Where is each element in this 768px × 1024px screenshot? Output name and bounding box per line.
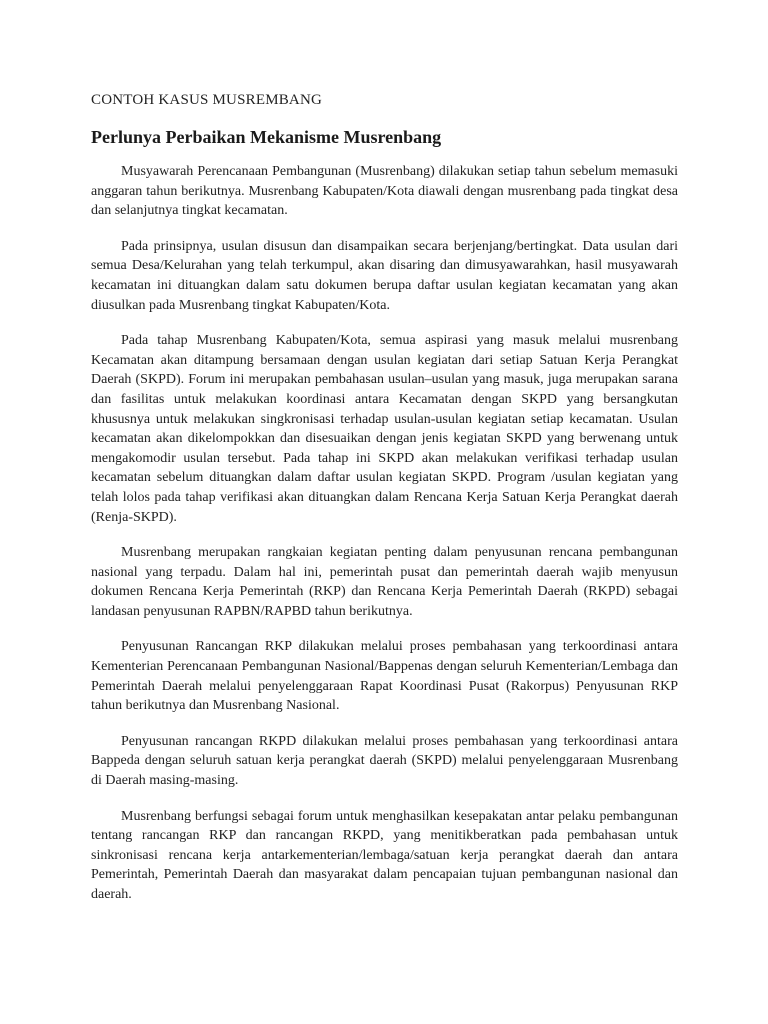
paragraph: Pada tahap Musrenbang Kabupaten/Kota, semua aspirasi yang masuk melalui musrenbang Kecamatan akan ditampung bersamaan dengan usulan kegiatan dari setiap Satuan Kerja Perangkat Daerah (SKPD). Forum ini merupakan pembahasan usulan–usulan yang masuk, juga merupakan sarana dan fasilitas untuk melakukan koordinasi antara Kecamatan dengan SKPD yang bersangkutan khususnya untuk melakukan singkronisasi terhadap usulan-usulan kegiatan setiap kecamatan. Usulan kecamatan akan dikelompokkan dan disesuaikan dengan jenis kegiatan SKPD yang berwenang untuk mengakomodir usulan tersebut. Pada tahap ini SKPD akan melakukan verifikasi terhadap usulan kecamatan sebelum dituangkan dalam daftar usulan kegiatan SKPD. Program /usulan kegiatan yang telah lolos pada tahap verifikasi akan dituangkan dalam Rencana Kerja Satuan Kerja Perangkat daerah (Renja-SKPD). [91,333,678,525]
paragraph: Penyusunan rancangan RKPD dilakukan melalui proses pembahasan yang terkoordinasi antara Bappeda dengan seluruh satuan kerja perangkat daerah (SKPD) melalui penyelenggaraan Musrenbang di Daerah masing-masing. [91,733,678,789]
document-body [91,162,678,921]
paragraph: Musrenbang merupakan rangkaian kegiatan penting dalam penyusunan rencana pembangunan nasional yang terpadu. Dalam hal ini, pemerintah pusat dan pemerintah daerah wajib menyusun dokumen Rencana Kerja Pemerintah (RKP) dan Rencana Kerja Pemerintah Daerah (RKPD) sebagai landasan penyusunan RAPBN/RAPBD tahun berikutnya. [91,545,678,619]
paragraph: Musyawarah Perencanaan Pembangunan (Musrenbang) dilakukan setiap tahun sebelum memasuki anggaran tahun berikutnya. Musrenbang Kabupaten/Kota diawali dengan musrenbang pada tingkat desa dan selanjutnya tingkat kecamatan. [91,164,678,219]
document-label: CONTOH KASUS MUSREMBANG [91,92,323,108]
paragraph: Pada prinsipnya, usulan disusun dan disampaikan secara berjenjang/bertingkat. Data usulan dari semua Desa/Kelurahan yang telah terkumpul, akan disaring dan dimusyawarahkan, hasil musyawarah kecamatan ini dituangkan dalam satu dokumen berupa daftar usulan kegiatan kecamatan yang akan diusulkan pada Musrenbang tingkat Kabupaten/Kota. [91,238,678,313]
paragraph: Musrenbang berfungsi sebagai forum untuk menghasilkan kesepakatan antar pelaku pembangunan tentang rancangan RKP dan rancangan RKPD, yang menitikberatkan pada pembahasan untuk sinkronisasi rencana kerja antarkementerian/lembaga/satuan kerja perangkat daerah dan antara Pemerintah, Pemerintah Daerah dan masyarakat dalam pencapaian tujuan pembangunan nasional dan daerah. [91,808,678,902]
document-title: Perlunya Perbaikan Mekanisme Musrenbang [91,127,442,147]
paragraph: Penyusunan Rancangan RKP dilakukan melalui proses pembahasan yang terkoordinasi antara Kementerian Perencanaan Pembangunan Nasional/Bappenas dengan seluruh Kementerian/Lembaga dan Pemerintah Daerah melalui penyelenggaraan Rapat Koordinasi Pusat (Rakorpus) Penyusunan RKP tahun berikutnya dan Musrenbang Nasional. [91,639,678,714]
